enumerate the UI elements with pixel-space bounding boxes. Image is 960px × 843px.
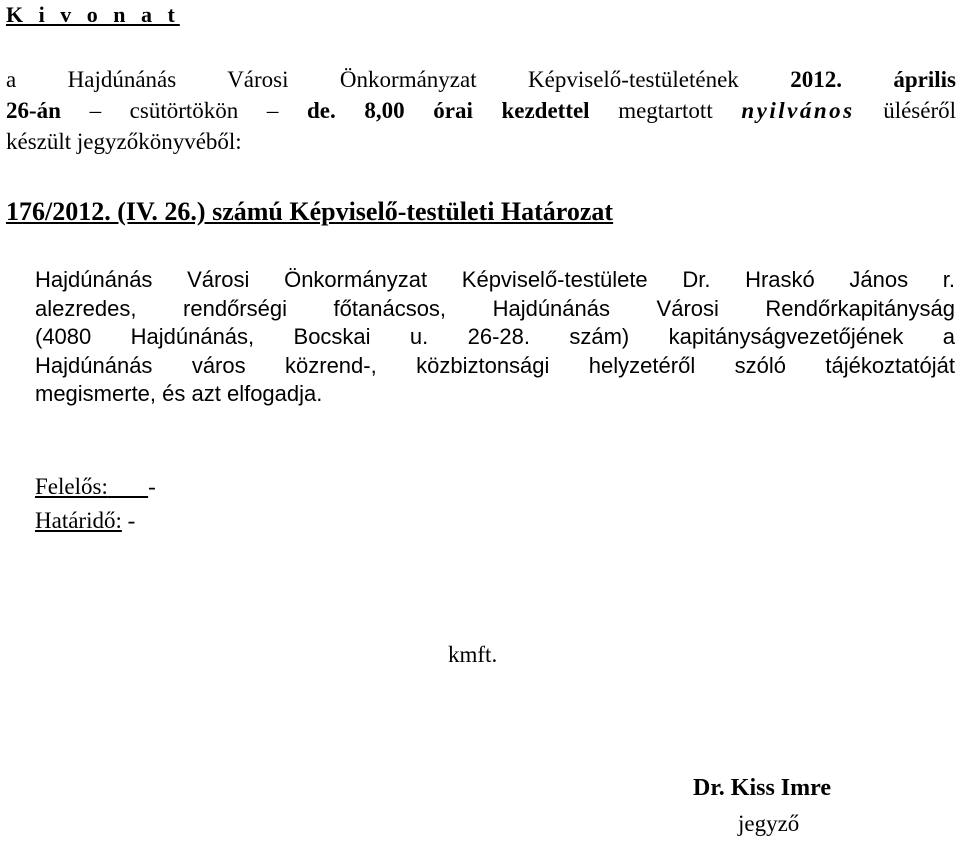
intro-paragraph — [6, 64, 956, 157]
deadline-field — [35, 508, 135, 534]
deadline-label: Határidő: — [35, 508, 122, 533]
resolution-line: megismerte, és azt elfogadja. — [35, 381, 323, 406]
signer-role: jegyző — [738, 811, 800, 836]
deadline-value: - — [127, 508, 136, 533]
responsible-gap — [108, 474, 148, 500]
meeting-day: 26-án — [6, 98, 61, 123]
resolution-line: Hajdúnánás város közrend-, közbiztonsági helyzetéről szóló tájékoztatóját — [35, 352, 955, 378]
responsible-field — [35, 474, 156, 500]
meeting-type: nyilvános — [741, 98, 855, 123]
intro-line-3 — [6, 126, 956, 157]
document-title: K i v o n a t — [6, 2, 180, 27]
intro-text: készült jegyzőkönyvéből: — [6, 129, 242, 154]
responsible-value: - — [148, 474, 156, 499]
intro-text: a Hajdúnánás Városi Önkormányzat Képviselő-testületének — [6, 67, 791, 92]
resolution-line: Hajdúnánás Városi Önkormányzat Képviselő-testülete Dr. Hraskó János r. — [35, 267, 955, 292]
kmft-note: kmft. — [448, 642, 498, 667]
responsible-label: Felelős: — [35, 474, 108, 499]
intro-text: üléséről — [854, 98, 956, 123]
meeting-weekday: – csütörtökön – — [60, 98, 308, 123]
resolution-line: alezredes, rendőrségi főtanácsos, Hajdúnánás Városi Rendőrkapitányság — [35, 295, 955, 321]
meeting-time: de. 8,00 órai kezdettel — [307, 98, 590, 123]
resolution-title: 176/2012. (IV. 26.) számú Képviselő-testületi Határozat — [6, 197, 614, 226]
intro-line-2 — [6, 95, 956, 126]
resolution-line: (4080 Hajdúnánás, Bocskai u. 26-28. szám) kapitányságvezetőjének a — [35, 324, 955, 349]
signer-name: Dr. Kiss Imre — [693, 775, 831, 801]
intro-text: megtartott — [589, 98, 742, 123]
meeting-date: 2012. április — [790, 67, 957, 92]
resolution-body — [35, 266, 955, 409]
intro-line-1 — [6, 64, 956, 95]
